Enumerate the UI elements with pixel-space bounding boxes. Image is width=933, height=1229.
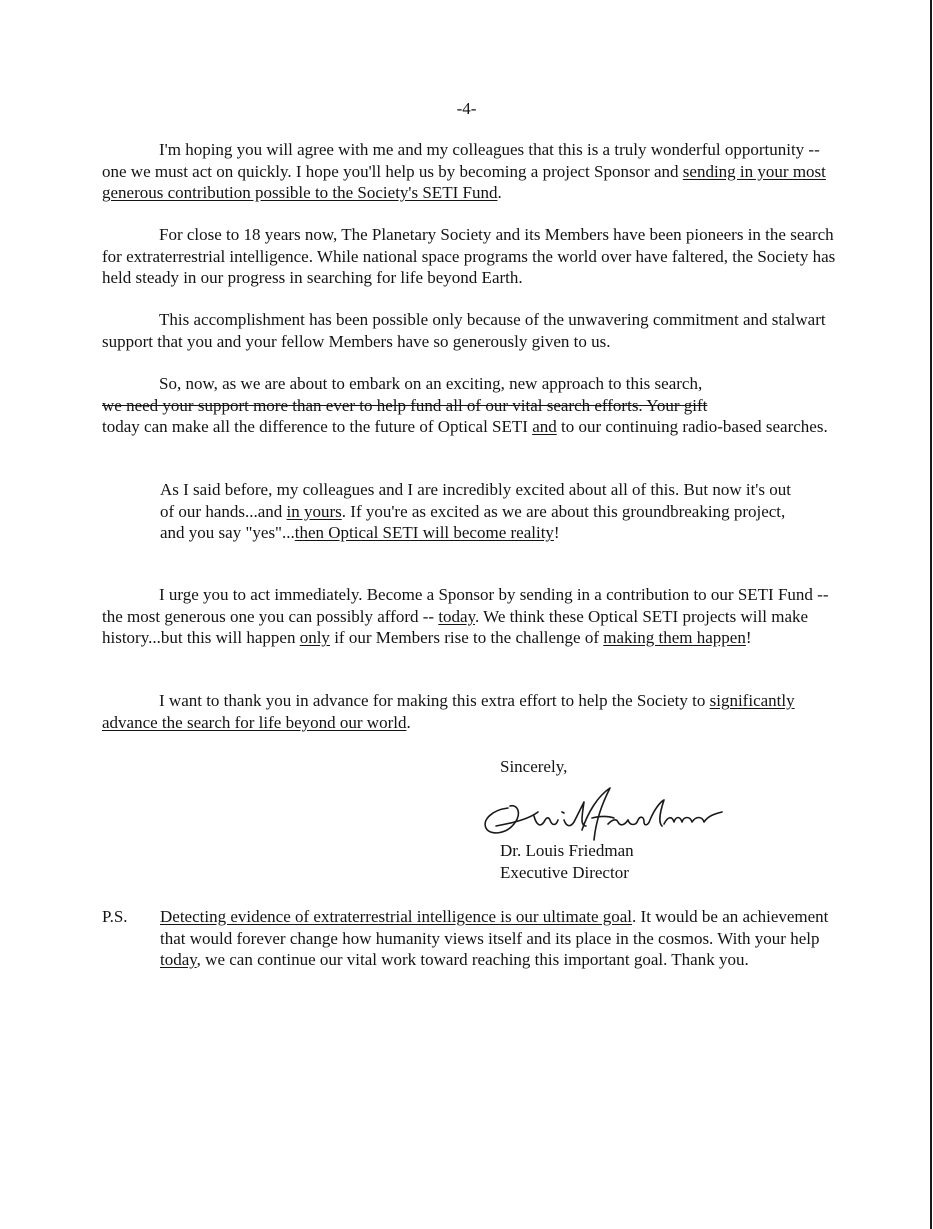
underlined-phrase: Detecting evidence of extraterrestrial intelligence is our ultimate goal bbox=[160, 907, 633, 926]
paragraph-text: today can make all the difference to the future of Optical SETI bbox=[102, 417, 533, 436]
paragraph-text: . It would be an achievement that would forever change how humanity views itself and its place in the cosmos. With your help bbox=[160, 907, 829, 948]
underlined-word: only bbox=[299, 628, 330, 647]
underlined-phrase: sending in your most generous contribution possible to the Society's SETI Fund bbox=[102, 161, 826, 202]
underlined-phrase: then Optical SETI will become reality bbox=[294, 523, 554, 542]
paragraph-text: . We think these Optical SETI projects will make history...but this will happen bbox=[102, 606, 809, 647]
paragraph-text: I urge you to act immediately. Become a Sponsor by sending in a contribution to our SETI Fund -- the most generous one you can possibly afford -- bbox=[102, 585, 829, 626]
paragraph-text: I'm hoping you will agree with me and my colleagues that this is a truly wonderful opportunity -- one we must act on quickly. I hope you'll help us by becoming a project Sponsor and bbox=[102, 140, 820, 181]
paragraph-text: . bbox=[406, 712, 411, 732]
signer-title: Executive Director bbox=[500, 863, 629, 882]
page-number: -4- bbox=[456, 99, 477, 118]
paragraph-text: I want to thank you in advance for making this extra effort to help the Society to bbox=[159, 691, 710, 710]
paragraph-text: ! bbox=[745, 628, 752, 647]
closing-salutation: Sincerely, bbox=[500, 757, 568, 776]
paragraph-urge bbox=[102, 584, 842, 649]
paragraph-new-approach bbox=[102, 373, 842, 438]
paragraph-text: ! bbox=[553, 523, 560, 542]
paragraph-text: if our Members rise to the challenge of bbox=[329, 628, 604, 647]
paragraph-history bbox=[102, 224, 842, 289]
paragraph-excited-block bbox=[160, 479, 800, 544]
paragraph-accomplishment bbox=[102, 309, 842, 352]
paragraph-text: So, now, as we are about to embark on an exciting, new approach to this search, bbox=[159, 374, 703, 393]
paragraph-thanks bbox=[102, 690, 842, 733]
struck-phrase: we need your support more than ever to help fund all of our vital search efforts. Your gift bbox=[102, 395, 708, 415]
paragraph-opportunity bbox=[102, 139, 842, 204]
paragraph-text: For close to 18 years now, The Planetary Society and its Members have been pioneers in the search for extraterrestrial intelligence. While national space programs the world over have faltered, the Society has held steady in our progress in searching for life beyond Earth. bbox=[102, 225, 836, 287]
signer-name: Dr. Louis Friedman bbox=[500, 841, 634, 860]
underlined-word: and bbox=[532, 417, 557, 436]
underlined-word: in yours bbox=[286, 501, 342, 521]
page-edge-border bbox=[930, 0, 932, 1229]
underlined-word: today bbox=[438, 606, 475, 626]
paragraph-text: , we can continue our vital work toward reaching this important goal. Thank you. bbox=[196, 950, 749, 969]
underlined-phrase: significantly advance the search for life beyond our world bbox=[102, 691, 795, 732]
paragraph-text: to our continuing radio-based searches. bbox=[556, 417, 828, 436]
paragraph-text: . bbox=[497, 183, 502, 202]
ps-label: P.S. bbox=[102, 907, 128, 926]
underlined-word: today bbox=[160, 950, 197, 969]
paragraph-text: As I said before, my colleagues and I are incredibly excited about all of this. But now it's out of our hands...and bbox=[160, 480, 791, 521]
paragraph-text: . If you're as excited as we are about this groundbreaking project, and you say "yes"... bbox=[160, 501, 786, 542]
underlined-phrase: making them happen bbox=[603, 628, 746, 647]
paragraph-text: This accomplishment has been possible only because of the unwavering commitment and stalwart support that you and your fellow Members have so generously given to us. bbox=[102, 310, 826, 351]
ps-paragraph bbox=[160, 906, 840, 971]
